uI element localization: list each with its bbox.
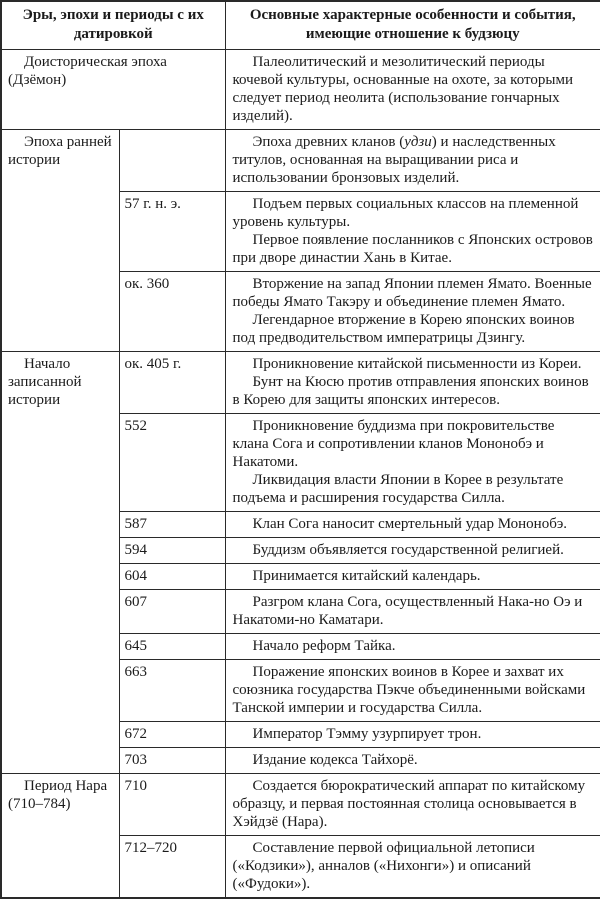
date-cell: 703 bbox=[119, 748, 225, 774]
description-cell bbox=[225, 748, 600, 774]
era-cell bbox=[1, 130, 119, 352]
era-label: Доисторическая эпоха (Дзёмон) bbox=[8, 54, 167, 88]
paragraph: Император Тэмму узурпирует трон. bbox=[252, 726, 482, 742]
paragraph: Буддизм объявляется государственной религией. bbox=[252, 542, 564, 558]
date-cell: 604 bbox=[119, 564, 225, 590]
era-cell bbox=[1, 352, 119, 774]
paragraph: Клан Сога наносит смертельный удар Мононобэ. bbox=[252, 516, 568, 532]
description-cell bbox=[225, 722, 600, 748]
era-label: Начало записанной истории bbox=[8, 356, 82, 408]
date-cell: ок. 360 bbox=[119, 272, 225, 352]
header-cell-periods: Эры, эпохи и периоды с их датировкой bbox=[1, 1, 225, 50]
era-label: Период Нара (710–784) bbox=[8, 778, 108, 812]
description-cell bbox=[225, 50, 600, 130]
paragraph: Подъем первых социальных классов на племенной уровень культуры. bbox=[232, 196, 579, 230]
description-cell bbox=[225, 774, 600, 836]
date-cell: 57 г. н. э. bbox=[119, 192, 225, 272]
paragraph: Поражение японских воинов в Корее и захват их союзника государства Пэкче объединенными войсками Танской империи и государства Силла. bbox=[232, 664, 586, 716]
date-cell: 710 bbox=[119, 774, 225, 836]
era-label: Эпоха ранней истории bbox=[8, 134, 112, 168]
date-cell: ок. 405 г. bbox=[119, 352, 225, 414]
paragraph: Ликвидация власти Японии в Корее в результате подъема и расширения государства Силла. bbox=[232, 472, 564, 506]
italic-term: удзи bbox=[404, 134, 432, 150]
date-cell: 587 bbox=[119, 512, 225, 538]
header-row bbox=[1, 1, 600, 50]
paragraph: Первое появление посланников с Японских островов при дворе династии Хань в Китае. bbox=[232, 232, 593, 266]
paragraph: Бунт на Кюсю против отправления японских воинов в Корею для защиты японских интересов. bbox=[232, 374, 589, 408]
date-cell: 594 bbox=[119, 538, 225, 564]
date-cell: 672 bbox=[119, 722, 225, 748]
paragraph: Принимается китайский календарь. bbox=[252, 568, 481, 584]
paragraph: Проникновение буддизма при покровительстве клана Сога и сопротивлении кланов Мононобэ и Накатоми. bbox=[232, 418, 555, 470]
description-cell bbox=[225, 660, 600, 722]
header-cell-features: Основные характерные особенности и события, имеющие отношение к будзюцу bbox=[225, 1, 600, 50]
table-row bbox=[1, 130, 600, 192]
table-row bbox=[1, 774, 600, 836]
paragraph: Издание кодекса Тайхорё. bbox=[252, 752, 418, 768]
table-row bbox=[1, 50, 600, 130]
description-cell bbox=[225, 192, 600, 272]
date-cell bbox=[119, 130, 225, 192]
era-cell bbox=[1, 50, 225, 130]
description-cell bbox=[225, 590, 600, 634]
description-cell bbox=[225, 130, 600, 192]
paragraph: Палеолитический и мезолитический периоды кочевой культуры, основанные на охоте, за которыми следует период неолита (использование гончарных изделий). bbox=[232, 54, 573, 124]
paragraph: Проникновение китайской письменности из Кореи. bbox=[252, 356, 582, 372]
date-cell: 645 bbox=[119, 634, 225, 660]
description-cell bbox=[225, 272, 600, 352]
table-row bbox=[1, 352, 600, 414]
text-run: ) и наследственных титулов, основанная на выращивании риса и использовании бронзовых изделий. bbox=[232, 134, 556, 186]
description-cell bbox=[225, 836, 600, 899]
description-cell bbox=[225, 512, 600, 538]
paragraph: Составление первой официальной летописи («Кодзики»), анналов («Нихонги») и описаний («Фудоки»). bbox=[232, 840, 535, 892]
description-cell bbox=[225, 564, 600, 590]
paragraph: Легендарное вторжение в Корею японских воинов под предводительством императрицы Дзингу. bbox=[232, 312, 575, 346]
description-cell bbox=[225, 538, 600, 564]
description-cell bbox=[225, 414, 600, 512]
date-cell: 663 bbox=[119, 660, 225, 722]
description-cell bbox=[225, 634, 600, 660]
paragraph: Создается бюрократический аппарат по китайскому образцу, и первая постоянная столица основывается в Хэйдзё (Нара). bbox=[232, 778, 586, 830]
text-run: Эпоха древних кланов ( bbox=[252, 134, 405, 150]
paragraph: Начало реформ Тайка. bbox=[252, 638, 396, 654]
description-cell bbox=[225, 352, 600, 414]
paragraph: Разгром клана Сога, осуществленный Нака-но Оэ и Накатоми-но Каматари. bbox=[232, 594, 583, 628]
date-cell: 607 bbox=[119, 590, 225, 634]
paragraph bbox=[233, 133, 595, 187]
era-cell bbox=[1, 774, 119, 899]
date-cell: 712–720 bbox=[119, 836, 225, 899]
date-cell: 552 bbox=[119, 414, 225, 512]
paragraph: Вторжение на запад Японии племен Ямато. Военные победы Ямато Такэру и объединение племен Ямато. bbox=[232, 276, 592, 310]
